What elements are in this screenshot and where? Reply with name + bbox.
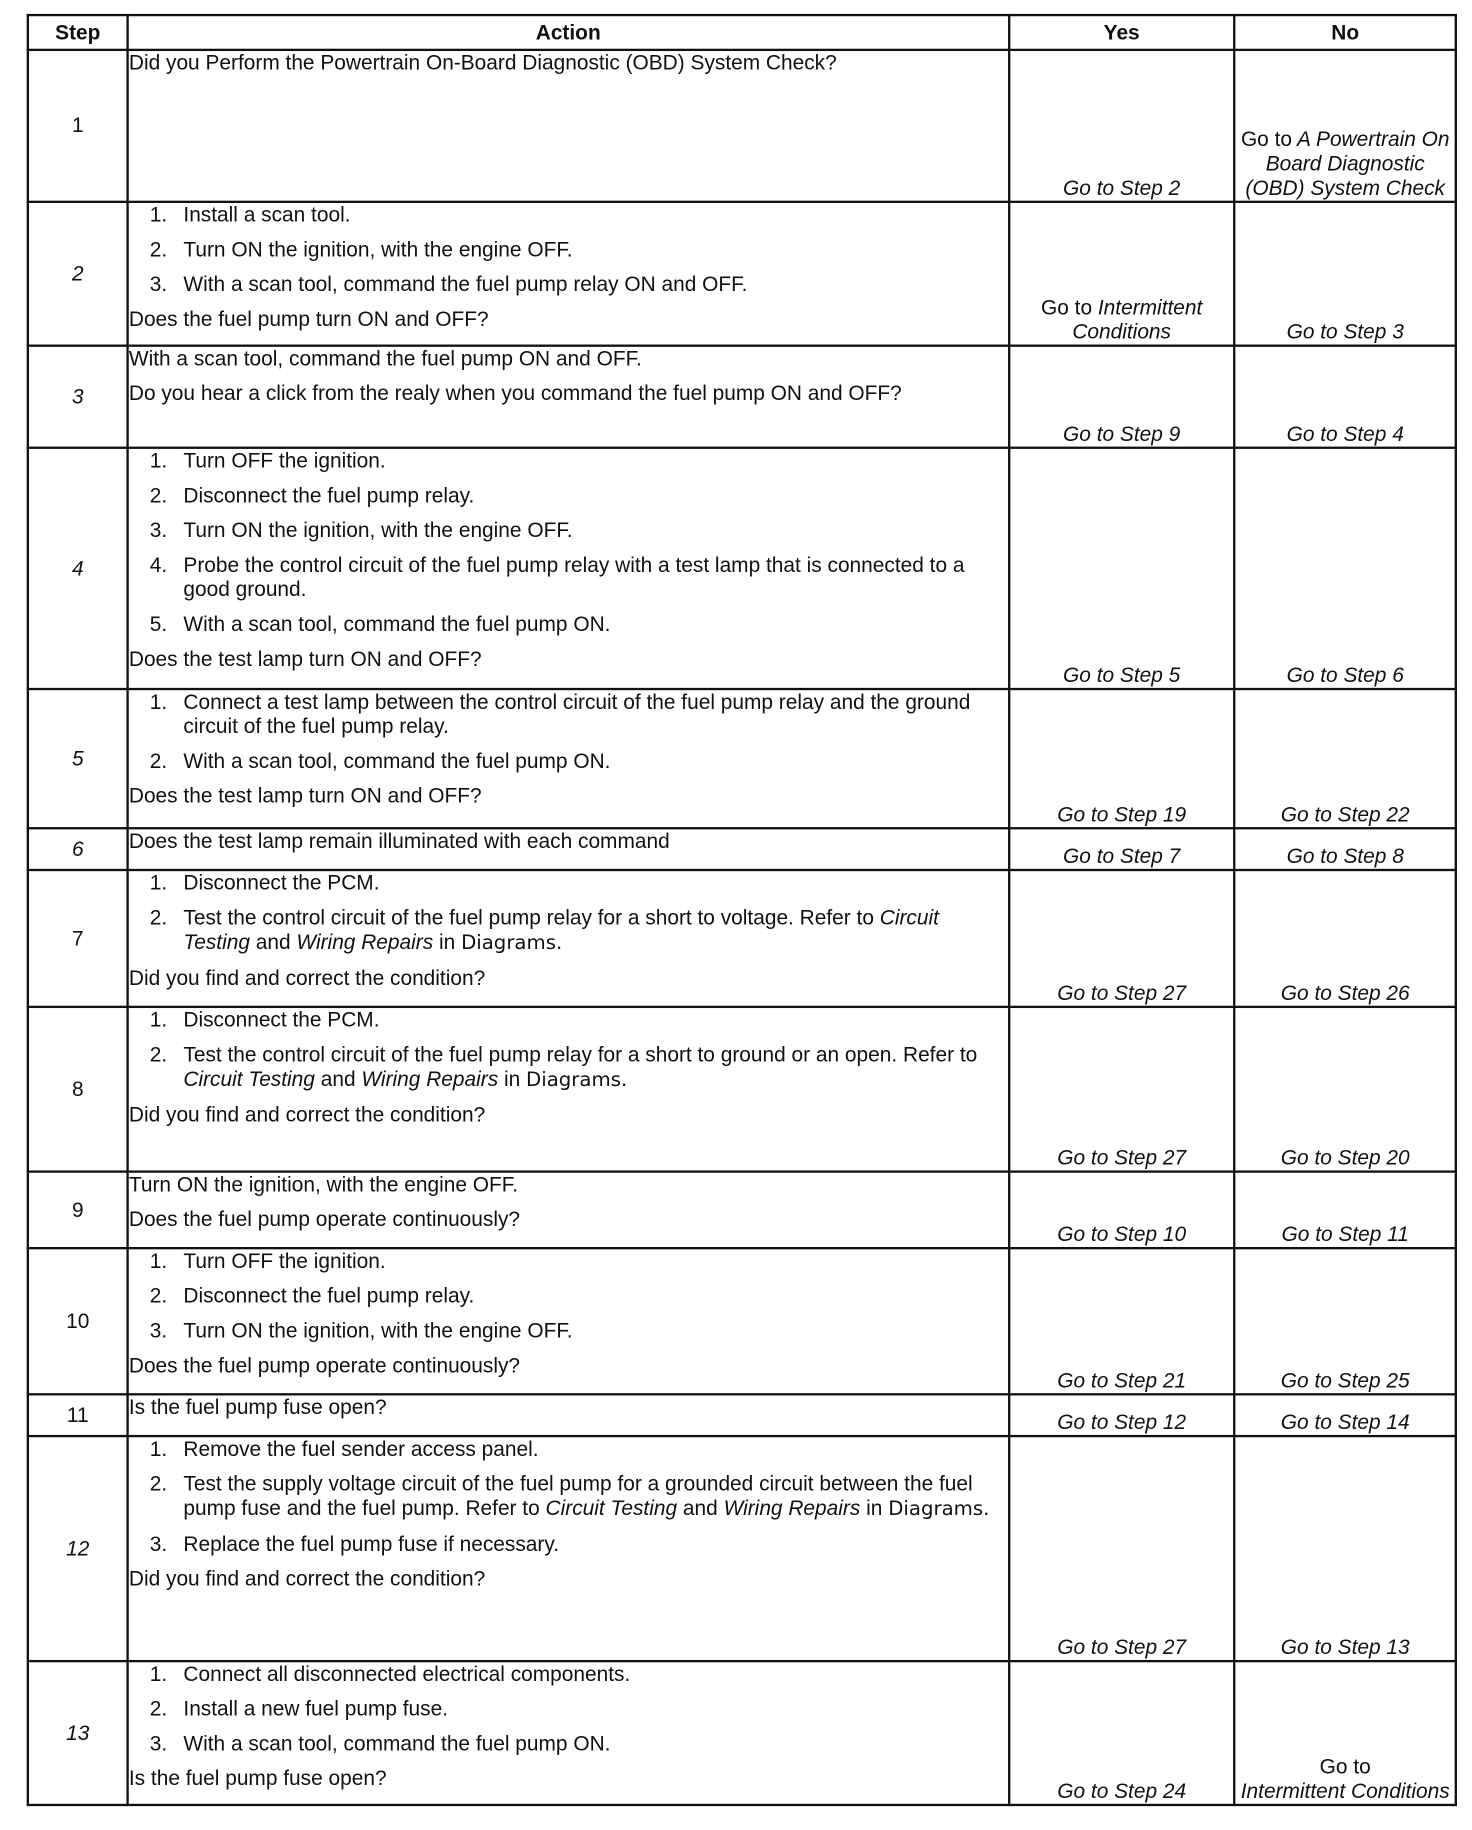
no-result [1235,1661,1456,1805]
header-step: Step [28,15,128,50]
no-result-target: Intermittent Conditions [1240,1779,1450,1803]
no-result-target: A Powertrain On Board Diagnostic (OBD) System Check [1245,127,1450,200]
action-text: With a scan tool, command the fuel pump ON and OFF. [128,346,642,371]
table-row [28,50,1456,202]
header-action: Action [128,15,1009,50]
action-item: 3. Turn ON the ignition, with the engine OFF. [149,518,573,542]
table-row [28,346,1456,448]
table-row [28,1661,1456,1805]
yes-result: Go to Step 9 [1009,346,1235,448]
no-result: Go to Step 25 [1235,1248,1456,1394]
action-cell [128,828,1009,870]
table-header-row [28,15,1456,50]
yes-result-prefix: Go to [1040,295,1093,319]
action-question: Is the fuel pump fuse open? [128,1395,387,1419]
step-number: 5 [28,689,128,828]
no-result: Go to Step 6 [1235,448,1456,689]
action-item: 1. Turn OFF the ignition. [149,448,386,473]
no-result: Go to Step 8 [1235,828,1456,870]
step-number: 12 [28,1436,128,1661]
action-question: Does the test lamp turn ON and OFF? [128,784,482,808]
table-row [28,828,1456,870]
header-yes: Yes [1009,15,1235,50]
table-row [28,1436,1456,1661]
action-cell [128,1007,1009,1172]
action-item: 2. With a scan tool, command the fuel pump ON. [149,749,611,773]
wiring-repairs-ref: Wiring Repairs [296,930,434,954]
action-question: Does the fuel pump turn ON and OFF? [128,307,489,331]
action-cell [128,1248,1009,1394]
action-item: 2. Test the supply voltage circuit of the fuel pump for a grounded circuit between the fuel pump fuse and the fuel pump. Refer to Circuit Testing and Wiring Repairs in Diagrams. [149,1472,990,1521]
diagrams-ref: Diagrams. [888,1497,990,1521]
step-number: 10 [28,1248,128,1394]
yes-result: Go to Step 5 [1009,448,1235,689]
circuit-testing-ref: Circuit Testing [545,1496,678,1520]
action-question: Did you find and correct the condition? [128,966,486,990]
action-question: Do you hear a click from the realy when you command the fuel pump ON and OFF? [128,381,902,405]
no-result: Go to Step 3 [1235,202,1456,346]
action-item: 4. Probe the control circuit of the fuel pump relay with a test lamp that is connected to a good ground. [149,553,965,601]
step-number: 4 [28,448,128,689]
action-item: 2. Turn ON the ignition, with the engine OFF. [149,237,573,261]
table-row [28,870,1456,1007]
yes-result-target: Intermittent Conditions [1072,295,1203,344]
action-cell [128,448,1009,689]
action-item: 2. Test the control circuit of the fuel pump relay for a short to ground or an open. Refer to Circuit Testing and Wiring Repairs in Diagrams. [149,1042,978,1092]
action-item: 1. Connect all disconnected electrical components. [149,1662,631,1686]
yes-result: Go to Step 10 [1009,1172,1235,1249]
action-item: 3. Replace the fuel pump fuse if necessary. [149,1532,560,1556]
action-text: Did you Perform the Powertrain On-Board Diagnostic (OBD) System Check? [128,51,837,75]
action-item: 5. With a scan tool, command the fuel pump ON. [149,612,611,636]
no-result: Go to Step 11 [1235,1172,1456,1249]
action-item: 2. Disconnect the fuel pump relay. [149,483,475,507]
yes-result: Go to Step 27 [1009,870,1235,1007]
action-cell [128,1394,1009,1436]
action-cell [128,1172,1009,1249]
action-cell [128,870,1009,1007]
yes-result: Go to Step 21 [1009,1248,1235,1394]
table-row [28,1248,1456,1394]
circuit-testing-ref: Circuit Testing [183,905,939,954]
action-question: Does the test lamp turn ON and OFF? [128,647,482,671]
action-question: Does the fuel pump operate continuously? [128,1353,521,1377]
action-item: 1. Turn OFF the ignition. [149,1249,386,1273]
yes-result: Go to Step 12 [1009,1394,1235,1436]
action-cell [128,1661,1009,1805]
wiring-repairs-ref: Wiring Repairs [361,1067,499,1091]
step-number: 3 [28,346,128,448]
step-number: 6 [28,828,128,870]
step-number: 8 [28,1007,128,1172]
action-text: Turn ON the ignition, with the engine OFF. [128,1172,519,1196]
action-question: Does the fuel pump operate continuously? [128,1207,521,1231]
no-result [1235,50,1456,202]
action-item: 2. Install a new fuel pump fuse. [149,1697,449,1721]
action-question: Did you find and correct the condition? [128,1103,486,1127]
step-number: 7 [28,870,128,1007]
table-row [28,448,1456,689]
step-number: 9 [28,1172,128,1249]
action-item: 1. Install a scan tool. [149,203,351,227]
table-row [28,1172,1456,1249]
action-item: 3. With a scan tool, command the fuel pump ON. [149,1731,611,1756]
no-result: Go to Step 22 [1235,689,1456,828]
no-result-prefix: Go to [1240,127,1293,151]
yes-result [1009,202,1235,346]
no-result: Go to Step 4 [1235,346,1456,448]
diagrams-ref: Diagrams. [526,1068,628,1092]
no-result: Go to Step 26 [1235,870,1456,1007]
action-cell [128,50,1009,202]
step-number: 13 [28,1661,128,1805]
action-cell [128,689,1009,828]
action-item: 3. With a scan tool, command the fuel pump relay ON and OFF. [149,272,748,296]
step-number: 2 [28,202,128,346]
table-row [28,689,1456,828]
yes-result: Go to Step 24 [1009,1661,1235,1805]
wiring-repairs-ref: Wiring Repairs [723,1496,861,1520]
yes-result: Go to Step 27 [1009,1007,1235,1172]
action-cell [128,202,1009,346]
yes-result: Go to Step 2 [1009,50,1235,202]
no-result: Go to Step 20 [1235,1007,1456,1172]
action-question: Did you find and correct the condition? [128,1567,486,1591]
table-row [28,202,1456,346]
step-number: 11 [28,1394,128,1436]
action-item: 1. Disconnect the PCM. [149,1008,380,1032]
action-question: Is the fuel pump fuse open? [128,1766,387,1790]
action-item: 2. Test the control circuit of the fuel pump relay for a short to voltage. Refer to Circuit Testing and Wiring Repairs in Diagrams. [149,905,939,955]
action-item: 3. Turn ON the ignition, with the engine OFF. [149,1318,573,1343]
action-item: 2. Disconnect the fuel pump relay. [149,1284,475,1308]
yes-result: Go to Step 27 [1009,1436,1235,1661]
table-row [28,1394,1456,1436]
no-result: Go to Step 13 [1235,1436,1456,1661]
action-item: 1. Disconnect the PCM. [149,871,380,895]
action-cell [128,1436,1009,1661]
diagnostic-table [27,14,1457,1806]
no-result-prefix: Go to [1319,1755,1371,1779]
yes-result: Go to Step 7 [1009,828,1235,870]
yes-result: Go to Step 19 [1009,689,1235,828]
table-row [28,1007,1456,1172]
circuit-testing-ref: Circuit Testing [183,1067,315,1091]
action-item: 1. Remove the fuel sender access panel. [149,1437,539,1461]
step-number: 1 [28,50,128,202]
action-question: Does the test lamp remain illuminated with each command [128,829,670,853]
diagrams-ref: Diagrams. [461,931,563,955]
action-cell [128,346,1009,448]
action-item: 1. Connect a test lamp between the control circuit of the fuel pump relay and the ground circuit of the fuel pump relay. [149,690,971,738]
no-result: Go to Step 14 [1235,1394,1456,1436]
header-no: No [1235,15,1456,50]
